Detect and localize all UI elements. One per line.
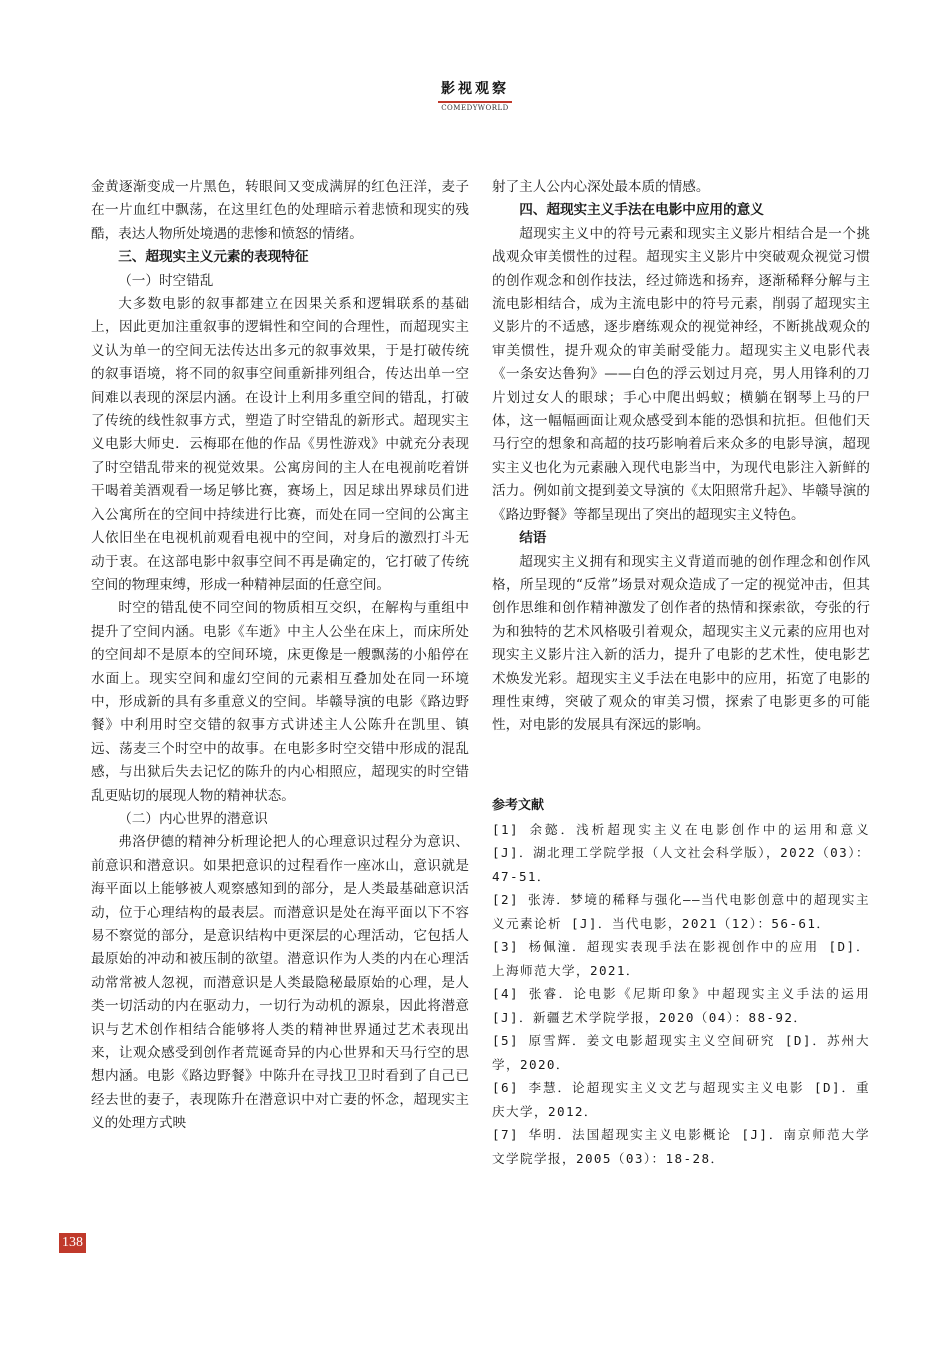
references-title: 参考文献 xyxy=(492,797,545,813)
paragraph-significance: 超现实主义中的符号元素和现实主义影片相结合是一个挑战观众审美惯性的过程。超现实主义影片中突破观众视觉习惯的创作观念和创作技法，经过筛选和扬弃，逐渐稀释分解与主流电影相结合，成为主流电影中的符号元素，削弱了超现实主义影片的不适感，逐步磨练观众的视觉神经，不断挑战观众的审美惯性，提升观众的审美耐受能力。超现实主义电影代表《一条安达鲁狗》——白色的浮云划过月亮，男人用锋利的刀片划过女人的眼球；手心中爬出蚂蚁；横躺在钢琴上马的尸体，这一幅幅画面让观众感受到本能的恐惧和抗拒。但他们天马行空的想象和高超的技巧影响着后来众多的电影导演，超现实主义也化为元素融入现代电影当中，为现代电影注入新鲜的活力。例如前文提到姜文导演的《太阳照常升起》、毕赣导演的《路边野餐》等都呈现出了突出的超现实主义特色。 xyxy=(492,225,870,523)
section-heading-3: 三、超现实主义元素的表现特征 xyxy=(118,249,309,266)
subsection-heading-2: （二）内心世界的潜意识 xyxy=(118,810,268,827)
subsection-heading-1: （一）时空错乱 xyxy=(118,272,214,289)
page-number: 138 xyxy=(59,1233,86,1253)
conclusion-heading: 结语 xyxy=(519,530,547,547)
reference-item: [6] 李慧．论超现实主义文艺与超现实主义电影 [D]．重庆大学，2012． xyxy=(492,1080,870,1119)
journal-title: 影视观察 xyxy=(441,81,509,97)
reference-item: [4] 张睿．论电影《尼斯印象》中超现实主义手法的运用 [J]．新疆艺术学院学报，2020（04）：88-92． xyxy=(492,986,870,1025)
reference-item: [3] 杨佩潼．超现实表现手法在影视创作中的应用 [D]．上海师范大学，2021． xyxy=(492,939,870,978)
reference-item: [5] 原雪辉．姜文电影超现实主义空间研究 [D]．苏州大学，2020． xyxy=(492,1033,870,1072)
left-column xyxy=(91,176,469,1136)
paragraph-time-space-b: 时空的错乱使不同空间的物质相互交织，在解构与重组中提升了空间内涵。电影《车逝》中主人公坐在床上，而床所处的空间却不是原本的空间环境，床更像是一艘飘荡的小船停在水面上。现实空间和虚幻空间的元素相互叠加处在同一环境中，形成新的具有多重意义的空间。毕赣导演的电影《路边野餐》中利用时空交错的叙事方式讲述主人公陈升在凯里、镇远、荡麦三个时空中的故事。在电影多时空交错中形成的混乱感，与出狱后失去记忆的陈升的内心相照应，超现实的时空错乱更贴切的展现人物的精神状态。 xyxy=(91,600,469,804)
paragraph-time-space-a: 大多数电影的叙事都建立在因果关系和逻辑联系的基础上，因此更加注重叙事的逻辑性和空间的合理性，而超现实主义认为单一的空间无法传达出多元的叙事效果，于是打破传统的叙事语境，将不同的叙事空间重新排列组合，传达出单一空间难以表现的深层内涵。在设计上利用多重空间的错乱，打破了传统的线性叙事方式，塑造了时空错乱的新形式。超现实主义电影大师史．云梅耶在他的作品《男性游戏》中就充分表现了时空错乱带来的视觉效果。公寓房间的主人在电视前吃着饼干喝着美酒观看一场足够比赛，赛场上，因足球出界球员们进入公寓所在的空间中持续进行比赛，而处在同一空间的公寓主人依旧坐在电视机前观看电视中的空间，对身后的激烈打斗无动于衷。在这部电影中叙事空间不再是确定的，它打破了传统空间的物理束缚，形成一种精神层面的任意空间。 xyxy=(91,296,469,593)
reference-item: [2] 张涛．梦境的稀释与强化——当代电影创意中的超现实主义元素论析 [J]．当代电影，2021（12）：56-61． xyxy=(492,892,870,931)
reference-item: [1] 余懿．浅析超现实主义在电影创作中的运用和意义 [J]．湖北理工学院学报（人文社会科学版），2022（03）：47-51． xyxy=(492,821,870,884)
paragraph-intro: 金黄逐渐变成一片黑色，转眼间又变成满屏的红色汪洋，麦子在一片血红中飘荡，在这里红色的处理暗示着悲愤和现实的残酷，表达人物所处境遇的悲惨和愤怒的情绪。 xyxy=(91,179,469,242)
paragraph-continued: 射了主人公内心深处最本质的情感。 xyxy=(492,179,710,195)
journal-header xyxy=(0,78,950,112)
reference-item: [7] 华明．法国超现实主义电影概论 [J]．南京师范大学文学院学报，2005（03）：18-28． xyxy=(492,1127,870,1166)
section-heading-4: 四、超现实主义手法在电影中应用的意义 xyxy=(519,202,764,219)
paragraph-conclusion: 超现实主义拥有和现实主义背道而驰的创作理念和创作风格，所呈现的“反常”场景对观众造成了一定的视觉冲击，但其创作思维和创作精神激发了创作者的热情和探索欲，夸张的行为和独特的艺术风格吸引着观众，超现实主义元素的应用也对现实主义影片注入新的活力，提升了电影的艺术性，使电影艺术焕发光彩。超现实主义手法在电影中的应用，拓宽了电影的理性束缚，突破了观众的审美习惯，探索了电影更多的可能性，对电影的发展具有深远的影响。 xyxy=(492,553,870,734)
paragraph-subconscious: 弗洛伊德的精神分析理论把人的心理意识过程分为意识、前意识和潜意识。如果把意识的过程看作一座冰山，意识就是海平面以上能够被人观察感知到的部分，是人类最基础意识活动，位于心理结构的最表层。而潜意识是处在海平面以下不容易不察觉的部分，是意识结构中更深层的心理活动，它包括人最原始的冲动和被压制的欲望。潜意识作为人类的内在心理活动常常被人忽视，而潜意识是人类最隐秘最原始的心理，是人类一切活动的内在驱动力，一切行为动机的源泉，因此将潜意识与艺术创作相结合能够将人类的精神世界通过艺术表现出来，让观众感受到创作者荒诞奇异的内心世界和天马行空的思想内涵。电影《路边野餐》中陈升在寻找卫卫时看到了自己已经去世的妻子，表现陈升在潜意识中对亡妻的怀念，超现实主义的处理方式映 xyxy=(91,834,469,1132)
right-column xyxy=(492,176,870,1170)
journal-subtitle: COMEDYWORLD xyxy=(438,101,512,112)
